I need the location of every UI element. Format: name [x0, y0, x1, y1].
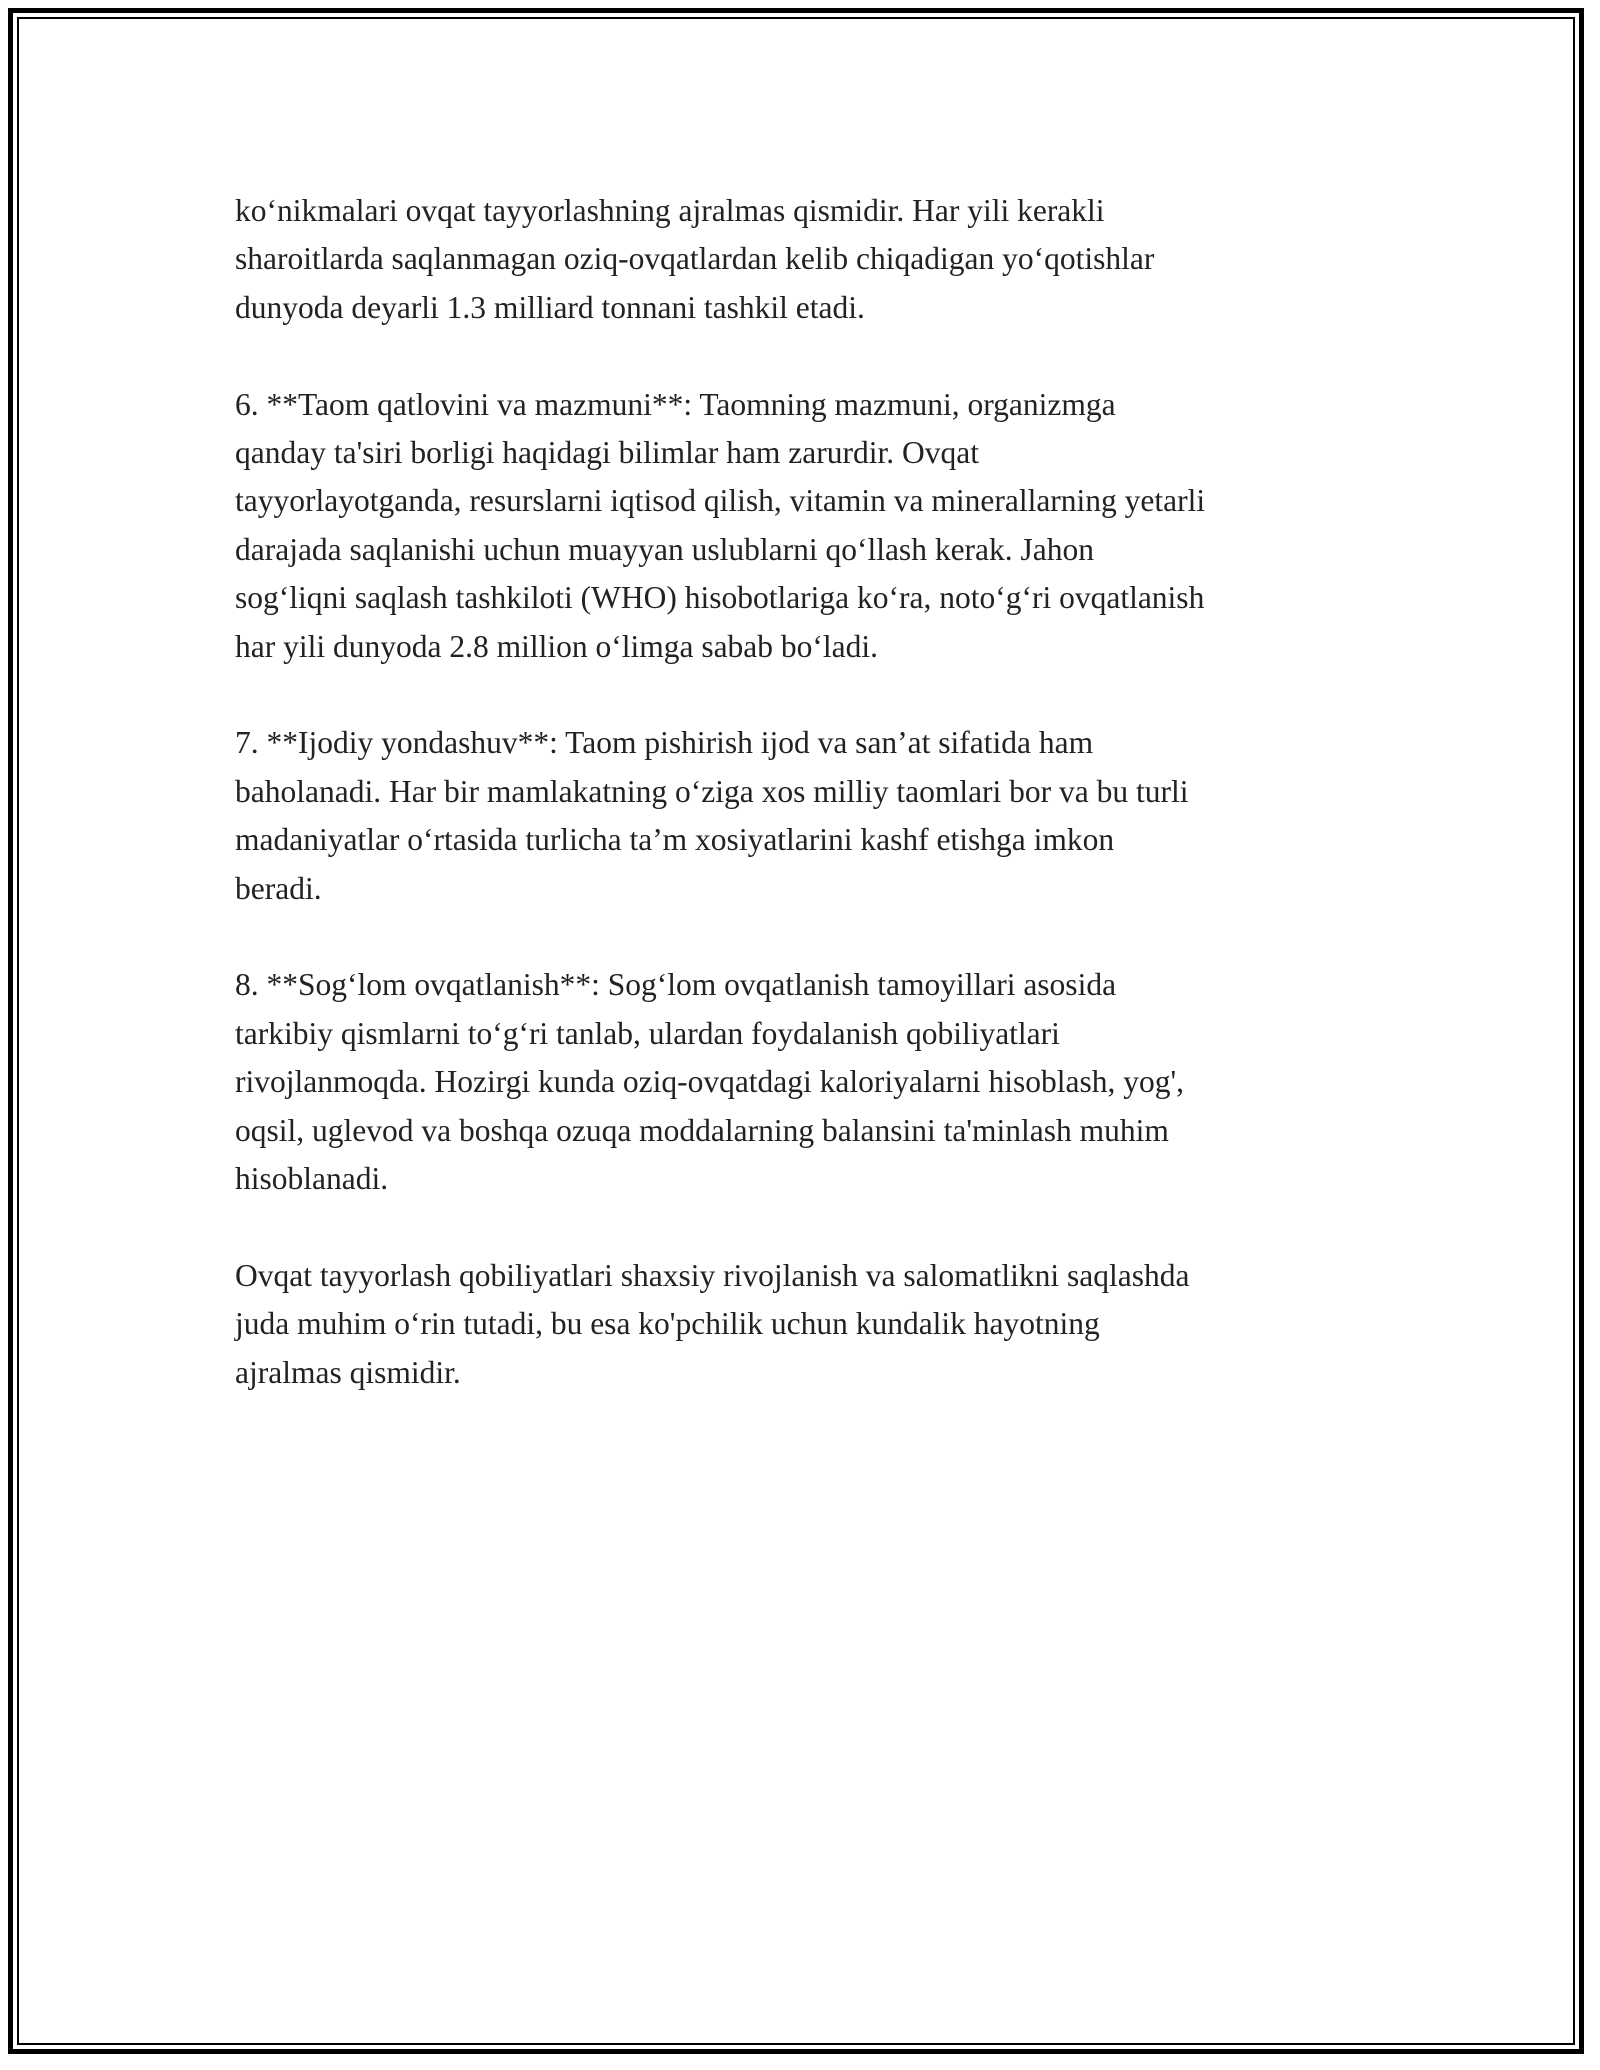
text-line: rivojlanmoqda. Hozirgi kunda oziq-ovqatdagi kaloriyalarni hisoblash, yog', [235, 1064, 1185, 1100]
text-line: juda muhim o‘rin tutadi, bu esa ko'pchilik uchun kundalik hayotning [235, 1306, 1100, 1342]
text-line: hisoblanadi. [235, 1161, 389, 1197]
text-line: 8. **Sog‘lom ovqatlanish**: Sog‘lom ovqatlanish tamoyillari asosida [235, 967, 1117, 1003]
text-line: oqsil, uglevod va boshqa ozuqa moddalarning balansini ta'minlash muhim [235, 1112, 1169, 1148]
text-line: sog‘liqni saqlash tashkiloti (WHO) hisobotlariga ko‘ra, noto‘g‘ri ovqatlanish [235, 580, 1205, 616]
paragraph-conclusion [235, 1252, 1375, 1397]
text-line: tayyorlayotganda, resurslarni iqtisod qilish, vitamin va minerallarning yetarli [235, 483, 1206, 519]
text-line: sharoitlarda saqlanmagan oziq-ovqatlardan kelib chiqadigan yo‘qotishlar [235, 241, 1155, 277]
text-line: darajada saqlanishi uchun muayyan uslublarni qo‘llash kerak. Jahon [235, 531, 1095, 567]
text-line: Ovqat tayyorlash qobiliyatlari shaxsiy rivojlanish va salomatlikni saqlashda [235, 1257, 1190, 1293]
text-line: qanday ta'siri borligi haqidagi bilimlar ham zarurdir. Ovqat [235, 435, 979, 471]
text-line: ajralmas qismidir. [235, 1354, 461, 1390]
text-line: har yili dunyoda 2.8 million o‘limga sabab bo‘ladi. [235, 628, 879, 664]
text-line: 7. **Ijodiy yondashuv**: Taom pishirish ijod va san’at sifatida ham [235, 725, 1094, 761]
text-line: baholanadi. Har bir mamlakatning o‘ziga xos milliy taomlari bor va bu turli [235, 773, 1189, 809]
paragraph-item-7 [235, 719, 1375, 913]
text-line: dunyoda deyarli 1.3 milliard tonnani tashkil etadi. [235, 289, 865, 325]
text-line: beradi. [235, 870, 322, 906]
document-body [235, 187, 1375, 1445]
text-line: madaniyatlar o‘rtasida turlicha ta’m xosiyatlarini kashf etishga imkon [235, 822, 1115, 858]
paragraph-item-6 [235, 381, 1375, 671]
text-line: tarkibiy qismlarni to‘g‘ri tanlab, ulardan foydalanish qobiliyatlari [235, 1015, 1060, 1051]
text-line: 6. **Taom qatlovini va mazmuni**: Taomning mazmuni, organizmga [235, 386, 1116, 422]
paragraph-item-8 [235, 961, 1375, 1203]
text-line: ko‘nikmalari ovqat tayyorlashning ajralmas qismidir. Har yili kerakli [235, 193, 1105, 228]
paragraph-intro-continuation [235, 187, 1375, 332]
